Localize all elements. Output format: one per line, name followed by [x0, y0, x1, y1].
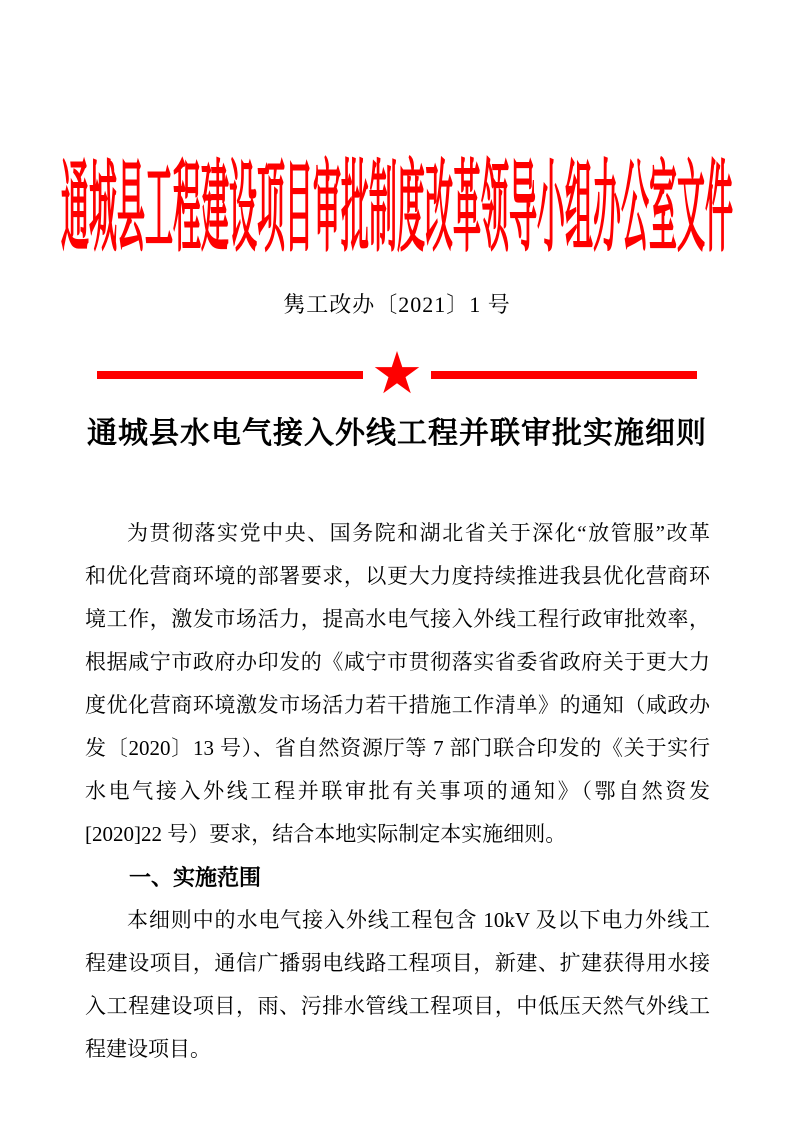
red-masthead	[0, 152, 794, 264]
paragraph-line: 程建设项目。	[85, 1037, 211, 1061]
document-number: 隽工改办〔2021〕1 号	[283, 292, 511, 317]
red-rule-left	[97, 371, 363, 379]
red-rule	[97, 339, 697, 407]
paragraph-line: 境工作，激发市场活力，提高水电气接入外线工程行政审批效率，	[85, 607, 710, 631]
star-icon: ★	[371, 339, 423, 407]
paragraph-line: 入工程建设项目，雨、污排水管线工程项目，中低压天然气外线工	[85, 994, 710, 1018]
paragraph-line: [2020]22 号）要求，结合本地实际制定本实施细则。	[85, 822, 567, 846]
paragraph-line: 和优化营商环境的部署要求，以更大力度持续推进我县优化营商环	[85, 564, 710, 588]
document-body	[85, 512, 710, 1071]
paragraph-line: 程建设项目，通信广播弱电线路工程项目，新建、扩建获得用水接	[85, 951, 710, 975]
paragraph-line: 发〔2020〕13 号）、省自然资源厅等 7 部门联合印发的《关于实行	[85, 736, 710, 760]
paragraph-line: 水电气接入外线工程并联审批有关事项的通知》（鄂自然资发	[85, 779, 710, 803]
section-heading: 一、实施范围	[129, 865, 262, 890]
paragraph-line: 本细则中的水电气接入外线工程包含 10kV 及以下电力外线工	[127, 908, 710, 932]
document-title: 通城县水电气接入外线工程并联审批实施细则	[87, 417, 707, 450]
paragraph-line: 为贯彻落实党中央、国务院和湖北省关于深化“放管服”改革	[127, 521, 710, 545]
masthead-title: 通城县工程建设项目审批制度改革领导小组办公室文件	[61, 152, 733, 264]
paragraph-line: 度优化营商环境激发市场活力若干措施工作清单》的通知（咸政办	[85, 693, 710, 717]
paragraph-line: 根据咸宁市政府办印发的《咸宁市贯彻落实省委省政府关于更大力	[85, 650, 710, 674]
red-rule-right	[431, 371, 697, 379]
